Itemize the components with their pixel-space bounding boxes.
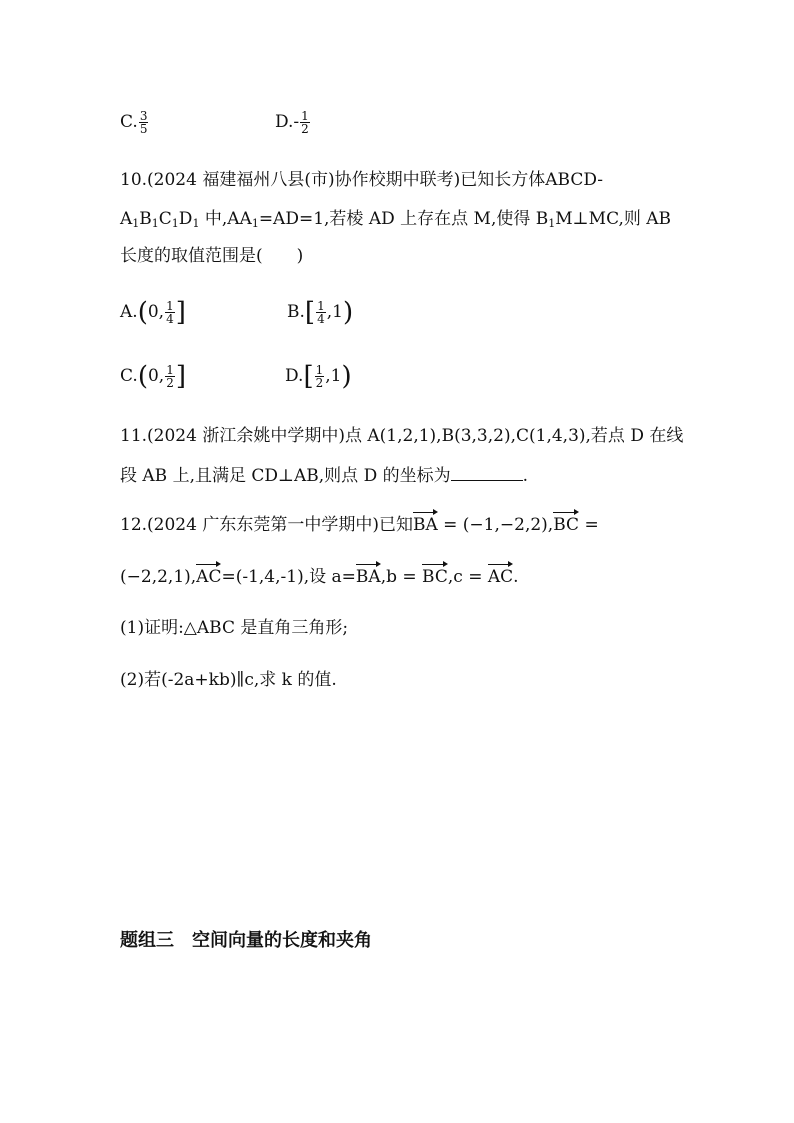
q9-option-c	[120, 110, 149, 135]
vector-ac: AC	[487, 567, 514, 587]
q12-part1: (1)证明:△ABC 是直角三角形;	[120, 618, 349, 638]
vector-ba: BA	[355, 567, 381, 587]
q9-option-d	[275, 110, 311, 135]
q10-option-a: A.(0, $\frac{1}{4}$ ]	[120, 297, 186, 328]
q9-option-d-label: D.-	[275, 112, 300, 132]
q9-option-c-label: C.	[120, 112, 138, 132]
vector-bc: BC	[422, 567, 448, 587]
section-heading: 题组三 空间向量的长度和夹角	[120, 930, 372, 951]
q11-stem-line1: 11.(2024 浙江余姚中学期中)点 A(1,2,1),B(3,3,2),C(1,4,3),若点 D 在线	[120, 426, 684, 446]
vector-bc: BC	[553, 515, 580, 535]
q10-option-c: C.(0, $\frac{1}{2}$ ]	[120, 361, 186, 392]
q10-option-d: D.[ $\frac{1}{2}$ ,1)	[285, 361, 352, 392]
q11-stem-line2: 段 AB 上,且满足 CD⊥AB,则点 D 的坐标为 .	[120, 462, 528, 488]
answer-blank	[451, 462, 523, 481]
q12-stem-line1: 12.(2024 广东东莞第一中学期中)已知BA = (−1,−2,2),BC =	[120, 515, 599, 535]
q9-option-d-fraction: $\frac{1}{2}$	[301, 109, 309, 136]
vector-ac: AC	[196, 567, 222, 587]
q12-stem-line2: (−2,2,1),AC=(-1,4,-1),设 a=BA,b = BC,c = AC.	[120, 567, 519, 587]
q10-option-b: B.[ $\frac{1}{4}$ ,1)	[287, 297, 354, 328]
q10-stem-line2: $A_1B_1C_1D_1$ 中$,AA_1=AD=1$,若棱 AD 上存在点 M,使得 $B_1M\perp MC$,则 AB	[120, 209, 672, 230]
q9-option-c-fraction: $\frac{3}{5}$	[139, 109, 148, 136]
q12-part2: (2)若(-2a+kb)∥c,求 k 的值.	[120, 670, 337, 690]
q10-stem-line3: 长度的取值范围是( )	[120, 246, 304, 266]
vector-ba: BA	[412, 515, 438, 535]
q10-stem-line1: 10.(2024 福建福州八县(市)协作校期中联考)已知长方体ABCD-	[120, 170, 604, 190]
